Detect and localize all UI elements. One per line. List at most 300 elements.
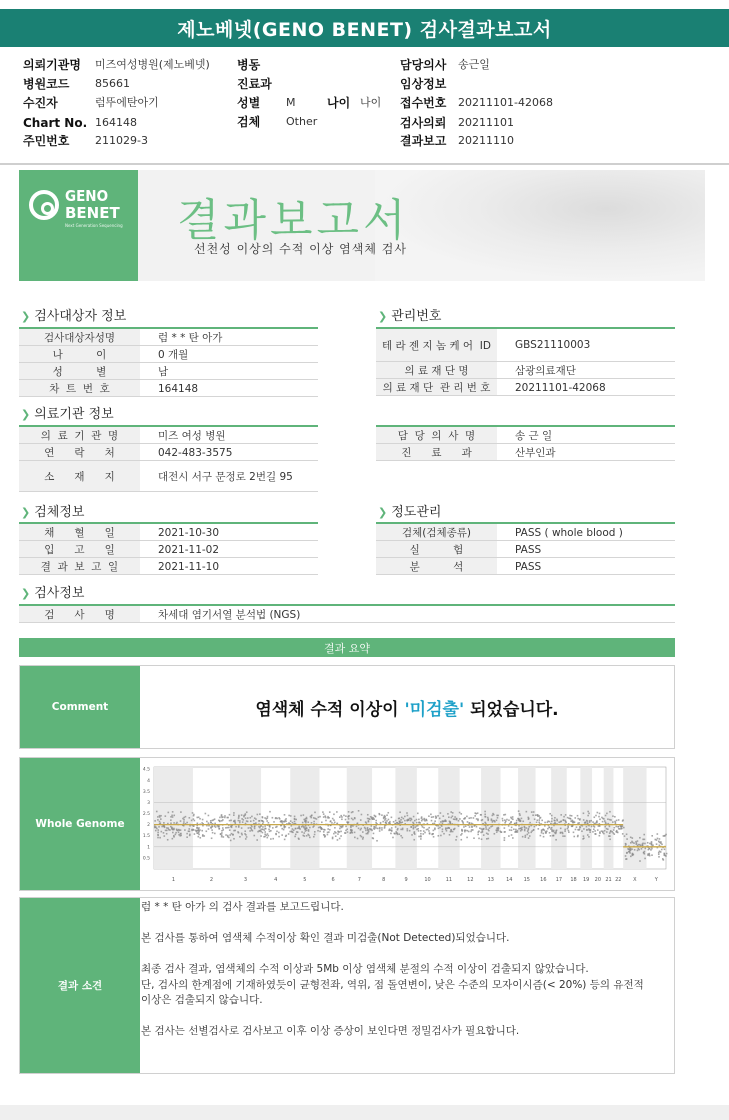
copy-number-point bbox=[487, 817, 489, 819]
copy-number-point bbox=[229, 820, 231, 822]
copy-number-point bbox=[374, 828, 376, 830]
copy-number-point bbox=[647, 842, 649, 844]
copy-number-point bbox=[526, 827, 528, 829]
copy-number-point bbox=[541, 829, 543, 831]
copy-number-point bbox=[641, 845, 643, 847]
copy-number-point bbox=[283, 829, 285, 831]
copy-number-point bbox=[404, 820, 406, 822]
chromosome-band bbox=[604, 767, 614, 869]
copy-number-point bbox=[227, 835, 229, 837]
copy-number-point bbox=[381, 829, 383, 831]
copy-number-point bbox=[244, 833, 246, 835]
copy-number-point bbox=[583, 835, 585, 837]
copy-number-point bbox=[442, 820, 444, 822]
header-value: 211029-3 bbox=[95, 134, 148, 147]
finding-text bbox=[141, 900, 671, 1040]
copy-number-point bbox=[460, 839, 462, 841]
copy-number-point bbox=[641, 848, 643, 850]
copy-number-point bbox=[427, 829, 429, 831]
copy-number-point bbox=[440, 821, 442, 823]
copy-number-point bbox=[434, 823, 436, 825]
table-label: 입 고 일 bbox=[19, 541, 140, 558]
copy-number-point bbox=[609, 832, 611, 834]
table-value: PASS bbox=[515, 543, 542, 556]
copy-number-point bbox=[417, 828, 419, 830]
copy-number-point bbox=[357, 838, 359, 840]
copy-number-point bbox=[325, 820, 327, 822]
copy-number-point bbox=[275, 826, 277, 828]
copy-number-point bbox=[651, 835, 653, 837]
copy-number-point bbox=[591, 826, 593, 828]
copy-number-point bbox=[639, 860, 641, 862]
copy-number-point bbox=[465, 830, 467, 832]
copy-number-point bbox=[450, 811, 452, 813]
copy-number-point bbox=[296, 831, 298, 833]
finding-line bbox=[141, 1009, 671, 1025]
copy-number-point bbox=[665, 834, 667, 836]
copy-number-point bbox=[518, 810, 520, 812]
copy-number-point bbox=[422, 826, 424, 828]
header-label: 병원코드 bbox=[23, 77, 70, 91]
copy-number-point bbox=[322, 811, 324, 813]
copy-number-point bbox=[599, 813, 601, 815]
copy-number-point bbox=[622, 820, 624, 822]
copy-number-point bbox=[589, 831, 591, 833]
copy-number-point bbox=[473, 837, 475, 839]
copy-number-point bbox=[642, 843, 644, 845]
copy-number-point bbox=[295, 834, 297, 836]
copy-number-point bbox=[410, 818, 412, 820]
copy-number-point bbox=[266, 820, 268, 822]
copy-number-point bbox=[631, 848, 633, 850]
copy-number-point bbox=[266, 837, 268, 839]
copy-number-point bbox=[348, 811, 350, 813]
x-tick-label: 20 bbox=[594, 877, 602, 883]
copy-number-point bbox=[369, 828, 371, 830]
copy-number-point bbox=[398, 818, 400, 820]
copy-number-point bbox=[467, 830, 469, 832]
copy-number-point bbox=[390, 833, 392, 835]
copy-number-point bbox=[487, 833, 489, 835]
copy-number-point bbox=[376, 840, 378, 842]
copy-number-point bbox=[660, 842, 662, 844]
copy-number-point bbox=[610, 830, 612, 832]
copy-number-point bbox=[268, 829, 270, 831]
header-label: 의뢰기관명 bbox=[23, 58, 81, 72]
section-heading-qc: ❯ 정도관리 bbox=[378, 505, 442, 520]
copy-number-point bbox=[431, 816, 433, 818]
x-tick-label: 10 bbox=[424, 877, 431, 883]
copy-number-point bbox=[159, 821, 161, 823]
copy-number-point bbox=[381, 814, 383, 816]
copy-number-point bbox=[301, 831, 303, 833]
copy-number-point bbox=[229, 814, 231, 816]
copy-number-point bbox=[201, 822, 203, 824]
copy-number-point bbox=[323, 816, 325, 818]
copy-number-point bbox=[164, 826, 166, 828]
copy-number-point bbox=[272, 817, 274, 819]
copy-number-point bbox=[619, 828, 621, 830]
header-value: 20211110 bbox=[458, 134, 514, 147]
copy-number-point bbox=[625, 843, 627, 845]
copy-number-point bbox=[433, 836, 435, 838]
copy-number-point bbox=[551, 829, 553, 831]
copy-number-point bbox=[262, 820, 264, 822]
copy-number-point bbox=[160, 815, 162, 817]
copy-number-point bbox=[157, 837, 159, 839]
copy-number-point bbox=[589, 820, 591, 822]
copy-number-point bbox=[474, 815, 476, 817]
copy-number-point bbox=[294, 819, 296, 821]
copy-number-point bbox=[442, 831, 444, 833]
copy-number-point bbox=[504, 819, 506, 821]
copy-number-point bbox=[521, 827, 523, 829]
copy-number-point bbox=[468, 817, 470, 819]
copy-number-point bbox=[321, 821, 323, 823]
copy-number-point bbox=[364, 827, 366, 829]
copy-number-point bbox=[329, 829, 331, 831]
copy-number-point bbox=[598, 816, 600, 818]
copy-number-point bbox=[319, 816, 321, 818]
copy-number-point bbox=[345, 815, 347, 817]
copy-number-point bbox=[446, 830, 448, 832]
copy-number-point bbox=[379, 814, 381, 816]
header-label: 검사의뢰 bbox=[400, 116, 447, 130]
copy-number-point bbox=[202, 819, 204, 821]
copy-number-point bbox=[333, 833, 335, 835]
copy-number-point bbox=[564, 829, 566, 831]
copy-number-point bbox=[361, 836, 363, 838]
copy-number-point bbox=[392, 837, 394, 839]
table-value: 남 bbox=[158, 366, 169, 378]
copy-number-point bbox=[157, 832, 159, 834]
copy-number-point bbox=[470, 817, 472, 819]
copy-number-point bbox=[420, 838, 422, 840]
specimen-table bbox=[19, 522, 318, 576]
copy-number-point bbox=[414, 820, 416, 822]
copy-number-point bbox=[656, 843, 658, 845]
copy-number-point bbox=[332, 818, 334, 820]
copy-number-point bbox=[365, 821, 367, 823]
copy-number-point bbox=[524, 836, 526, 838]
copy-number-point bbox=[241, 834, 243, 836]
copy-number-point bbox=[471, 826, 473, 828]
copy-number-point bbox=[485, 816, 487, 818]
header-label: 검체 bbox=[237, 115, 261, 129]
copy-number-point bbox=[304, 821, 306, 823]
copy-number-point bbox=[449, 834, 451, 836]
finding-line: 최종 검사 결과, 염색체의 수적 이상과 5Mb 이상 염색체 분절의 수적 이상이 검출되지 않았습니다. bbox=[141, 963, 589, 975]
copy-number-point bbox=[382, 821, 384, 823]
copy-number-point bbox=[630, 856, 632, 858]
header-label: 담당의사 bbox=[400, 58, 447, 72]
section-heading-test: ❯ 검사정보 bbox=[21, 586, 85, 601]
header-value: 20211101 bbox=[458, 116, 514, 129]
copy-number-point bbox=[335, 835, 337, 837]
copy-number-point bbox=[306, 817, 308, 819]
copy-number-point bbox=[212, 832, 214, 834]
table-label: 실 험 bbox=[376, 541, 497, 558]
chromosome-band bbox=[580, 767, 592, 869]
copy-number-point bbox=[577, 815, 579, 817]
copy-number-point bbox=[491, 818, 493, 820]
copy-number-point bbox=[176, 822, 178, 824]
copy-number-point bbox=[375, 816, 377, 818]
copy-number-point bbox=[362, 838, 364, 840]
banner-subtitle: 선천성 이상의 수적 이상 염색체 검사 bbox=[194, 242, 407, 256]
copy-number-point bbox=[420, 830, 422, 832]
copy-number-point bbox=[644, 858, 646, 860]
copy-number-point bbox=[340, 835, 342, 837]
copy-number-point bbox=[266, 818, 268, 820]
copy-number-point bbox=[221, 817, 223, 819]
copy-number-point bbox=[345, 819, 347, 821]
copy-number-point bbox=[289, 831, 291, 833]
copy-number-point bbox=[238, 832, 240, 834]
copy-number-point bbox=[166, 827, 168, 829]
copy-number-point bbox=[385, 818, 387, 820]
copy-number-point bbox=[445, 820, 447, 822]
copy-number-point bbox=[554, 820, 556, 822]
copy-number-point bbox=[178, 832, 180, 834]
copy-number-point bbox=[265, 828, 267, 830]
copy-number-point bbox=[218, 820, 220, 822]
copy-number-point bbox=[413, 832, 415, 834]
copy-number-point bbox=[528, 832, 530, 834]
copy-number-point bbox=[587, 822, 589, 824]
arrow-icon: ❯ bbox=[21, 506, 31, 519]
copy-number-point bbox=[423, 830, 425, 832]
comment-block bbox=[19, 665, 675, 749]
copy-number-point bbox=[440, 812, 442, 814]
copy-number-point bbox=[526, 834, 528, 836]
copy-number-point bbox=[637, 840, 639, 842]
copy-number-point bbox=[222, 819, 224, 821]
copy-number-point bbox=[356, 826, 358, 828]
copy-number-point bbox=[605, 815, 607, 817]
whole-genome-plot bbox=[140, 763, 670, 885]
copy-number-point bbox=[604, 820, 606, 822]
copy-number-point bbox=[263, 836, 265, 838]
copy-number-point bbox=[173, 829, 175, 831]
copy-number-point bbox=[178, 834, 180, 836]
copy-number-point bbox=[442, 823, 444, 825]
copy-number-point bbox=[497, 817, 499, 819]
copy-number-point bbox=[172, 838, 174, 840]
copy-number-point bbox=[288, 833, 290, 835]
copy-number-point bbox=[294, 821, 296, 823]
copy-number-point bbox=[638, 844, 640, 846]
copy-number-point bbox=[634, 849, 636, 851]
copy-number-point bbox=[313, 817, 315, 819]
x-tick-label: 15 bbox=[523, 877, 530, 883]
copy-number-point bbox=[283, 821, 285, 823]
copy-number-point bbox=[191, 830, 193, 832]
copy-number-point bbox=[516, 820, 518, 822]
copy-number-point bbox=[659, 842, 661, 844]
copy-number-point bbox=[567, 827, 569, 829]
copy-number-point bbox=[584, 822, 586, 824]
copy-number-point bbox=[367, 829, 369, 831]
section-heading-specimen: ❯ 검체정보 bbox=[21, 505, 85, 520]
copy-number-point bbox=[524, 827, 526, 829]
finding-line: 본 검사를 통하여 염색체 수적이상 확인 결과 미검출(Not Detected)되었습니다. bbox=[141, 932, 510, 944]
copy-number-point bbox=[254, 826, 256, 828]
copy-number-point bbox=[367, 832, 369, 834]
copy-number-point bbox=[510, 821, 512, 823]
x-tick-label: Y bbox=[654, 877, 658, 883]
x-tick-label: 9 bbox=[404, 877, 408, 883]
table-value: 대전시 서구 문정로 2번길 95 bbox=[158, 470, 293, 483]
copy-number-point bbox=[490, 826, 492, 828]
copy-number-point bbox=[264, 829, 266, 831]
copy-number-point bbox=[456, 836, 458, 838]
copy-number-point bbox=[258, 826, 260, 828]
copy-number-point bbox=[514, 823, 516, 825]
copy-number-point bbox=[420, 833, 422, 835]
copy-number-point bbox=[652, 844, 654, 846]
copy-number-point bbox=[317, 830, 319, 832]
copy-number-point bbox=[262, 817, 264, 819]
copy-number-point bbox=[650, 849, 652, 851]
copy-number-point bbox=[264, 825, 266, 827]
copy-number-point bbox=[482, 819, 484, 821]
logo-text: GENO bbox=[65, 187, 109, 205]
x-tick-label: 1 bbox=[171, 877, 176, 883]
header-label: 성별 bbox=[237, 96, 261, 110]
copy-number-point bbox=[176, 829, 178, 831]
copy-number-point bbox=[556, 829, 558, 831]
y-tick-label: 1.5 bbox=[142, 834, 150, 840]
copy-number-point bbox=[306, 827, 308, 829]
copy-number-point bbox=[157, 834, 159, 836]
copy-number-point bbox=[324, 834, 326, 836]
copy-number-point bbox=[515, 829, 517, 831]
copy-number-point bbox=[173, 835, 175, 837]
copy-number-point bbox=[160, 818, 162, 820]
copy-number-point bbox=[642, 839, 644, 841]
copy-number-point bbox=[485, 828, 487, 830]
copy-number-point bbox=[563, 816, 565, 818]
x-tick-label: 16 bbox=[540, 877, 547, 883]
copy-number-point bbox=[231, 833, 233, 835]
copy-number-point bbox=[219, 828, 221, 830]
copy-number-point bbox=[210, 820, 212, 822]
copy-number-point bbox=[438, 827, 440, 829]
copy-number-point bbox=[224, 817, 226, 819]
copy-number-point bbox=[519, 820, 521, 822]
copy-number-point bbox=[482, 831, 484, 833]
table-label: 연 락 처 bbox=[19, 444, 140, 461]
doctor-table bbox=[376, 425, 675, 462]
copy-number-point bbox=[626, 833, 628, 835]
copy-number-point bbox=[560, 814, 562, 816]
copy-number-point bbox=[259, 813, 261, 815]
copy-number-point bbox=[476, 826, 478, 828]
copy-number-point bbox=[400, 829, 402, 831]
copy-number-point bbox=[664, 848, 666, 850]
copy-number-point bbox=[169, 829, 171, 831]
copy-number-point bbox=[568, 831, 570, 833]
table-value: PASS ( whole blood ) bbox=[515, 526, 623, 539]
copy-number-point bbox=[625, 858, 627, 860]
copy-number-point bbox=[198, 827, 200, 829]
copy-number-point bbox=[593, 828, 595, 830]
copy-number-point bbox=[362, 831, 364, 833]
copy-number-point bbox=[577, 818, 579, 820]
copy-number-point bbox=[290, 815, 292, 817]
copy-number-point bbox=[384, 827, 386, 829]
copy-number-point bbox=[193, 829, 195, 831]
copy-number-point bbox=[502, 818, 504, 820]
copy-number-point bbox=[294, 816, 296, 818]
copy-number-point bbox=[314, 818, 316, 820]
copy-number-point bbox=[300, 815, 302, 817]
table-value: 미즈 여성 병원 bbox=[158, 430, 226, 442]
copy-number-point bbox=[599, 831, 601, 833]
x-tick-label: 4 bbox=[274, 877, 278, 883]
copy-number-point bbox=[391, 830, 393, 832]
copy-number-point bbox=[294, 836, 296, 838]
copy-number-point bbox=[173, 815, 175, 817]
copy-number-point bbox=[395, 826, 397, 828]
copy-number-point bbox=[227, 817, 229, 819]
copy-number-point bbox=[248, 827, 250, 829]
copy-number-point bbox=[422, 833, 424, 835]
copy-number-point bbox=[567, 817, 569, 819]
copy-number-point bbox=[406, 819, 408, 821]
copy-number-point bbox=[553, 830, 555, 832]
copy-number-point bbox=[527, 829, 529, 831]
copy-number-point bbox=[366, 833, 368, 835]
institution-table bbox=[19, 425, 318, 492]
copy-number-point bbox=[604, 826, 606, 828]
copy-number-point bbox=[448, 827, 450, 829]
copy-number-point bbox=[250, 827, 252, 829]
copy-number-point bbox=[527, 830, 529, 832]
copy-number-point bbox=[657, 833, 659, 835]
copy-number-point bbox=[468, 831, 470, 833]
copy-number-point bbox=[426, 829, 428, 831]
copy-number-point bbox=[592, 831, 594, 833]
copy-number-point bbox=[257, 814, 259, 816]
copy-number-point bbox=[616, 820, 618, 822]
y-tick-label: 3.5 bbox=[142, 789, 150, 795]
copy-number-point bbox=[610, 819, 612, 821]
copy-number-point bbox=[597, 812, 599, 814]
comment-label: Comment bbox=[20, 666, 140, 748]
copy-number-point bbox=[298, 826, 300, 828]
copy-number-point bbox=[511, 829, 513, 831]
copy-number-point bbox=[170, 819, 172, 821]
copy-number-point bbox=[477, 818, 479, 820]
copy-number-point bbox=[434, 820, 436, 822]
copy-number-point bbox=[303, 832, 305, 834]
copy-number-point bbox=[599, 835, 601, 837]
copy-number-point bbox=[577, 823, 579, 825]
copy-number-point bbox=[651, 841, 653, 843]
copy-number-point bbox=[388, 830, 390, 832]
copy-number-point bbox=[583, 819, 585, 821]
copy-number-point bbox=[471, 829, 473, 831]
copy-number-point bbox=[501, 831, 503, 833]
copy-number-point bbox=[172, 832, 174, 834]
geno-benet-logo bbox=[27, 186, 132, 231]
copy-number-point bbox=[410, 826, 412, 828]
section-heading-management: ❯ 관리번호 bbox=[378, 309, 442, 324]
table-label: 결 과 보 고 일 bbox=[19, 558, 140, 575]
copy-number-point bbox=[534, 826, 536, 828]
